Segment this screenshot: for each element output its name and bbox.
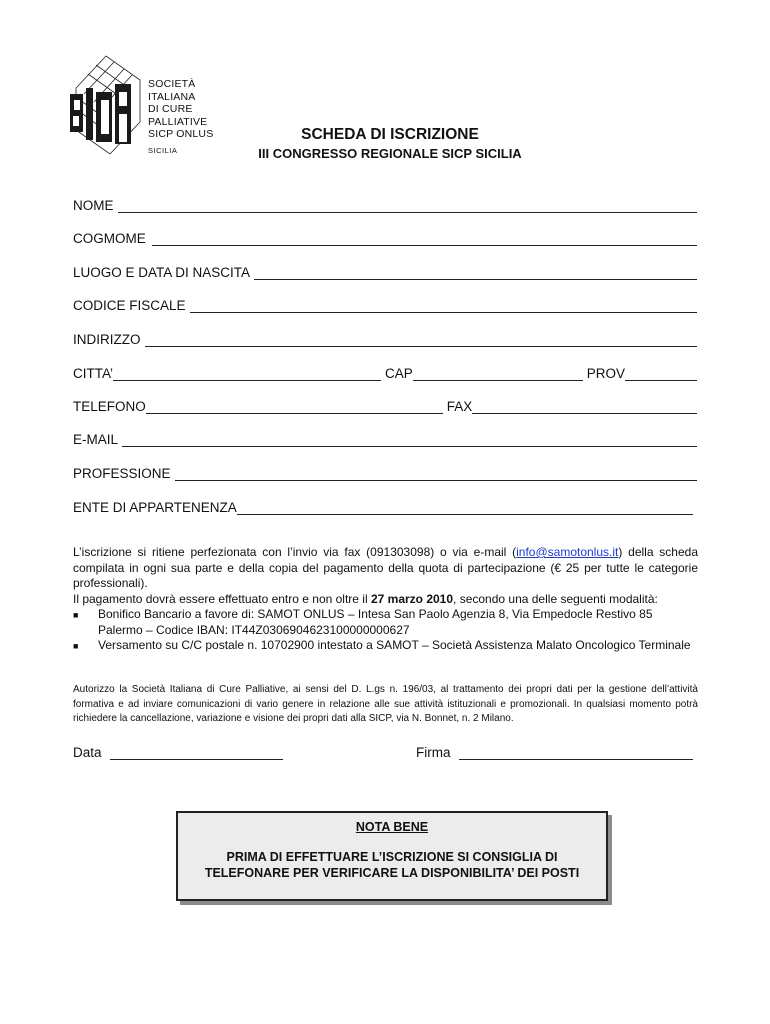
professione-input-line[interactable] [175,466,697,481]
payment-option-postale [73,638,698,655]
codice-fiscale-input-line[interactable] [190,298,697,313]
field-professione [73,463,697,481]
date-label: Data [73,745,102,760]
field-nome [73,195,697,213]
field-label-luogo-data: LUOGO E DATA DI NASCITA [73,265,251,280]
indirizzo-input-line[interactable] [145,332,698,347]
field-label-ente: ENTE DI APPARTENENZA [73,500,237,515]
cognome-input-line[interactable] [152,231,697,246]
sicp-logo-icon [66,50,150,160]
logo-wordmark [148,78,213,141]
nota-bene-title: NOTA BENE [355,820,429,834]
field-luogo-data [73,262,697,280]
logo-line: SOCIETÀ [148,78,196,90]
signature-label: Firma [416,745,451,760]
field-label-cognome: COGMOME [73,231,146,246]
field-label-citta: CITTA’ [73,366,113,381]
bullet-square-icon: ■ [73,641,79,651]
fax-input-line[interactable] [472,399,697,414]
email-link[interactable]: info@samotonlus.it [516,545,619,559]
payment-deadline-paragraph [73,592,698,608]
page-subtitle: III CONGRESSO REGIONALE SICP SICILIA [258,146,522,161]
deadline-text: Il pagamento dovrà essere effettuato entro e non oltre il [73,592,371,606]
field-indirizzo [73,329,697,347]
logo-line: ITALIANA [148,90,196,103]
field-label-codice-fiscale: CODICE FISCALE [73,298,186,313]
field-cognome [73,228,697,246]
field-codice-fiscale [73,295,697,313]
field-label-cap: CAP [385,366,413,381]
date-field [73,742,283,760]
nota-bene-line: TELEFONARE PER VERIFICARE LA DISPONIBILITA’ DEI POSTI [204,866,580,880]
citta-input-line[interactable] [113,366,381,381]
deadline-date: 27 marzo 2010 [370,592,454,606]
field-telefono-fax [73,396,697,414]
field-email [73,429,697,447]
logo-line: SICP ONLUS [148,128,214,140]
deadline-text: , secondo una delle seguenti modalità: [453,592,658,606]
field-label-indirizzo: INDIRIZZO [73,332,141,347]
field-citta-cap-prov [73,363,697,381]
telefono-input-line[interactable] [146,399,443,414]
payment-option-text: Versamento su C/C postale n. 10702900 intestato a SAMOT – Società Assistenza Malato Oncologico Terminale [98,638,691,652]
signature-field [416,742,693,760]
info-text: ) della scheda compilata in ogni sua parte e della copia del pagamento della quota di partecipazione (€ 25 per tutte le categorie professionali). [73,545,699,590]
page-title: SCHEDA DI ISCRIZIONE [301,126,479,143]
privacy-consent-text: Autorizzo la Società Italiana di Cure Palliative, ai sensi del D. L.gs n. 196/03, al trattamento dei propri dati per la gestione dell’attività formativa e ad inviare comunicazioni di vario genere in relazione alle sue attività istituzionali e promozionali. In qualsiasi momento potrà richiedere la cancellazione, variazione e visione dei propri dati alla SICP, via N. Bonnet, n. 2 Milano. [73,684,698,724]
field-label-email: E-MAIL [73,432,119,447]
field-label-telefono: TELEFONO [73,399,146,414]
email-input-line[interactable] [122,432,697,447]
logo-line: PALLIATIVE [148,115,208,128]
logo-line: DI CURE [148,103,193,115]
field-label-nome: NOME [73,198,114,213]
nota-bene-box [176,811,608,901]
field-label-professione: PROFESSIONE [73,466,171,481]
field-label-fax: FAX [446,399,473,414]
info-text: L’iscrizione si ritiene perfezionata con l’invio via fax (091303098) o via e-mail ( [73,545,517,559]
nota-bene-body [178,849,606,881]
payment-option-bonifico [73,607,698,638]
date-input-line[interactable] [110,745,283,760]
signature-input-line[interactable] [459,745,694,760]
luogo-data-input-line[interactable] [254,265,697,280]
cap-input-line[interactable] [413,366,583,381]
ente-input-line[interactable] [237,500,693,515]
prov-input-line[interactable] [625,366,697,381]
bullet-square-icon: ■ [73,610,79,620]
field-ente [73,497,693,515]
field-label-prov: PROV [586,366,626,381]
nota-bene-line: PRIMA DI EFFETTUARE L’ISCRIZIONE SI CONSIGLIA DI [226,850,558,864]
registration-info-paragraph [73,545,698,592]
nome-input-line[interactable] [118,198,698,213]
payment-option-text: Bonifico Bancario a favore di: SAMOT ONLUS – Intesa San Paolo Agenzia 8, Via Empedocle Restivo 85 Palermo – Codice IBAN: IT44Z0306904623100000000627 [98,607,653,637]
logo-region: SICILIA [148,146,178,155]
